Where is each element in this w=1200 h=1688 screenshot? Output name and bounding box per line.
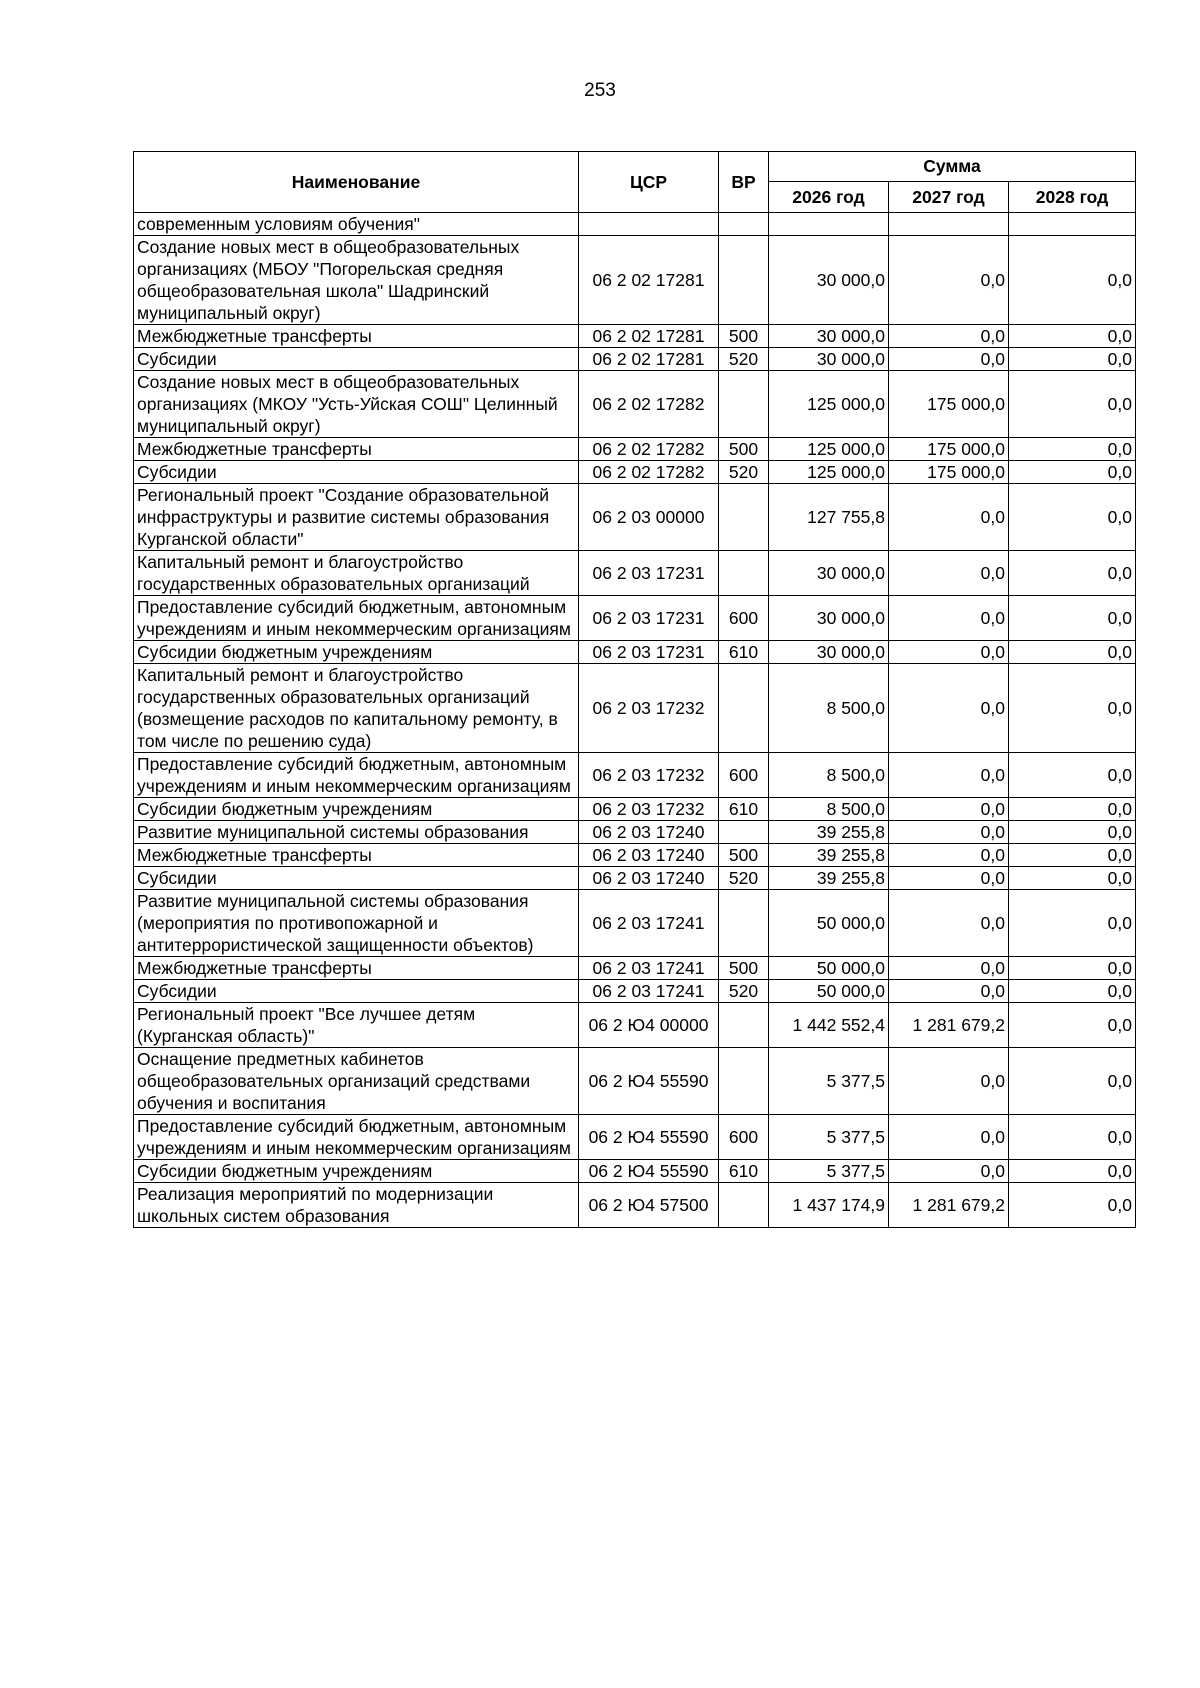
cell-vr (719, 551, 769, 596)
cell-2028: 0,0 (1009, 1048, 1136, 1115)
cell-name: современным условиям обучения" (134, 213, 579, 236)
cell-vr: 600 (719, 753, 769, 798)
table-row (134, 596, 1136, 641)
cell-2026: 1 437 174,9 (769, 1183, 889, 1228)
cell-2026 (769, 213, 889, 236)
table-row (134, 798, 1136, 821)
cell-vr (719, 664, 769, 753)
cell-csr: 06 2 Ю4 55590 (579, 1160, 719, 1183)
cell-2027: 0,0 (889, 484, 1009, 551)
cell-2026: 50 000,0 (769, 980, 889, 1003)
cell-2027: 1 281 679,2 (889, 1003, 1009, 1048)
cell-vr: 500 (719, 957, 769, 980)
cell-csr: 06 2 03 17240 (579, 844, 719, 867)
cell-vr: 610 (719, 798, 769, 821)
cell-2027: 0,0 (889, 980, 1009, 1003)
cell-name: Капитальный ремонт и благоустройство государственных образовательных организаций (134, 551, 579, 596)
table-row (134, 821, 1136, 844)
cell-csr: 06 2 02 17282 (579, 371, 719, 438)
cell-csr: 06 2 02 17282 (579, 461, 719, 484)
cell-2026: 50 000,0 (769, 957, 889, 980)
cell-csr: 06 2 03 17241 (579, 980, 719, 1003)
cell-2028: 0,0 (1009, 753, 1136, 798)
cell-csr: 06 2 Ю4 55590 (579, 1115, 719, 1160)
cell-2027: 0,0 (889, 1160, 1009, 1183)
cell-name: Субсидии (134, 348, 579, 371)
cell-vr: 610 (719, 1160, 769, 1183)
cell-2028: 0,0 (1009, 461, 1136, 484)
budget-table (133, 151, 1136, 1228)
cell-vr: 500 (719, 844, 769, 867)
cell-vr (719, 213, 769, 236)
cell-2026: 39 255,8 (769, 844, 889, 867)
cell-vr (719, 890, 769, 957)
cell-name: Межбюджетные трансферты (134, 957, 579, 980)
header-year-2026: 2026 год (769, 181, 889, 212)
cell-2026: 30 000,0 (769, 641, 889, 664)
cell-2027: 0,0 (889, 1048, 1009, 1115)
cell-name: Предоставление субсидий бюджетным, автономным учреждениям и иным некоммерческим организациям (134, 596, 579, 641)
cell-name: Предоставление субсидий бюджетным, автономным учреждениям и иным некоммерческим организациям (134, 1115, 579, 1160)
cell-2026: 1 442 552,4 (769, 1003, 889, 1048)
cell-2028: 0,0 (1009, 957, 1136, 980)
cell-2026: 50 000,0 (769, 890, 889, 957)
cell-vr: 500 (719, 438, 769, 461)
cell-2026: 30 000,0 (769, 596, 889, 641)
cell-2026: 5 377,5 (769, 1115, 889, 1160)
cell-2027: 175 000,0 (889, 438, 1009, 461)
cell-name: Межбюджетные трансферты (134, 438, 579, 461)
cell-name: Развитие муниципальной системы образования (мероприятия по противопожарной и антитеррористической защищенности объектов) (134, 890, 579, 957)
cell-2026: 5 377,5 (769, 1048, 889, 1115)
header-csr: ЦСР (579, 152, 719, 213)
table-row (134, 890, 1136, 957)
cell-vr (719, 236, 769, 325)
cell-2028: 0,0 (1009, 596, 1136, 641)
cell-name: Развитие муниципальной системы образования (134, 821, 579, 844)
cell-2028: 0,0 (1009, 371, 1136, 438)
table-row (134, 1160, 1136, 1183)
cell-vr: 500 (719, 325, 769, 348)
table-row (134, 484, 1136, 551)
table-row (134, 641, 1136, 664)
cell-2028: 0,0 (1009, 798, 1136, 821)
cell-2026: 8 500,0 (769, 753, 889, 798)
cell-name: Субсидии (134, 980, 579, 1003)
header-vr: ВР (719, 152, 769, 213)
cell-csr: 06 2 02 17281 (579, 348, 719, 371)
cell-2026: 8 500,0 (769, 664, 889, 753)
cell-csr: 06 2 03 17241 (579, 890, 719, 957)
cell-vr: 520 (719, 980, 769, 1003)
cell-csr (579, 213, 719, 236)
cell-2028: 0,0 (1009, 867, 1136, 890)
cell-csr: 06 2 03 17231 (579, 551, 719, 596)
cell-2028: 0,0 (1009, 1160, 1136, 1183)
cell-2028: 0,0 (1009, 551, 1136, 596)
table-row (134, 753, 1136, 798)
table-row (134, 461, 1136, 484)
cell-2027: 1 281 679,2 (889, 1183, 1009, 1228)
cell-2027: 0,0 (889, 957, 1009, 980)
cell-csr: 06 2 03 17232 (579, 798, 719, 821)
cell-2026: 39 255,8 (769, 821, 889, 844)
cell-2028: 0,0 (1009, 348, 1136, 371)
cell-2028: 0,0 (1009, 641, 1136, 664)
table-row (134, 371, 1136, 438)
table-row (134, 213, 1136, 236)
cell-2028: 0,0 (1009, 980, 1136, 1003)
cell-vr (719, 1048, 769, 1115)
table-row (134, 664, 1136, 753)
cell-name: Оснащение предметных кабинетов общеобразовательных организаций средствами обучения и воспитания (134, 1048, 579, 1115)
cell-2028: 0,0 (1009, 844, 1136, 867)
cell-2028: 0,0 (1009, 664, 1136, 753)
cell-csr: 06 2 03 17241 (579, 957, 719, 980)
table-row (134, 348, 1136, 371)
cell-name: Создание новых мест в общеобразовательных организациях (МБОУ "Погорельская средняя общеобразовательная школа" Шадринский муниципальный округ) (134, 236, 579, 325)
cell-2028: 0,0 (1009, 484, 1136, 551)
cell-2026: 125 000,0 (769, 461, 889, 484)
cell-2028: 0,0 (1009, 1183, 1136, 1228)
cell-2027: 175 000,0 (889, 371, 1009, 438)
cell-csr: 06 2 03 17240 (579, 821, 719, 844)
table-row (134, 325, 1136, 348)
header-sum: Сумма (769, 152, 1136, 182)
cell-csr: 06 2 02 17282 (579, 438, 719, 461)
table-row (134, 236, 1136, 325)
table-row (134, 1048, 1136, 1115)
cell-2028 (1009, 213, 1136, 236)
cell-2028: 0,0 (1009, 325, 1136, 348)
cell-csr: 06 2 03 17232 (579, 753, 719, 798)
cell-csr: 06 2 03 17231 (579, 641, 719, 664)
cell-2027: 0,0 (889, 798, 1009, 821)
cell-vr (719, 1003, 769, 1048)
cell-2028: 0,0 (1009, 890, 1136, 957)
cell-2027: 0,0 (889, 325, 1009, 348)
cell-name: Региональный проект "Создание образовательной инфраструктуры и развитие системы образования Курганской области" (134, 484, 579, 551)
cell-2027: 0,0 (889, 664, 1009, 753)
table-row (134, 551, 1136, 596)
cell-vr: 520 (719, 867, 769, 890)
table-body (134, 213, 1136, 1228)
cell-2027: 0,0 (889, 821, 1009, 844)
cell-vr (719, 821, 769, 844)
cell-csr: 06 2 Ю4 00000 (579, 1003, 719, 1048)
cell-2027: 0,0 (889, 753, 1009, 798)
cell-2026: 30 000,0 (769, 236, 889, 325)
table-row (134, 1115, 1136, 1160)
cell-2028: 0,0 (1009, 236, 1136, 325)
cell-vr: 520 (719, 461, 769, 484)
cell-2028: 0,0 (1009, 1003, 1136, 1048)
cell-vr: 600 (719, 1115, 769, 1160)
cell-2026: 30 000,0 (769, 325, 889, 348)
cell-2027: 0,0 (889, 596, 1009, 641)
cell-2026: 8 500,0 (769, 798, 889, 821)
cell-csr: 06 2 03 17240 (579, 867, 719, 890)
cell-name: Субсидии бюджетным учреждениям (134, 1160, 579, 1183)
table-row (134, 1183, 1136, 1228)
cell-name: Субсидии бюджетным учреждениям (134, 641, 579, 664)
cell-csr: 06 2 03 00000 (579, 484, 719, 551)
cell-2027: 0,0 (889, 1115, 1009, 1160)
cell-2027 (889, 213, 1009, 236)
cell-name: Межбюджетные трансферты (134, 325, 579, 348)
cell-name: Капитальный ремонт и благоустройство государственных образовательных организаций (возмещение расходов по капитальному ремонту, в том числе по решению суда) (134, 664, 579, 753)
cell-2027: 0,0 (889, 348, 1009, 371)
cell-2027: 175 000,0 (889, 461, 1009, 484)
cell-2027: 0,0 (889, 641, 1009, 664)
cell-2026: 30 000,0 (769, 348, 889, 371)
page-number: 253 (584, 80, 616, 101)
cell-name: Субсидии (134, 867, 579, 890)
cell-name: Реализация мероприятий по модернизации школьных систем образования (134, 1183, 579, 1228)
cell-csr: 06 2 Ю4 57500 (579, 1183, 719, 1228)
cell-2028: 0,0 (1009, 821, 1136, 844)
cell-vr (719, 1183, 769, 1228)
table-row (134, 980, 1136, 1003)
cell-2028: 0,0 (1009, 1115, 1136, 1160)
cell-vr: 600 (719, 596, 769, 641)
header-name: Наименование (134, 152, 579, 213)
cell-2027: 0,0 (889, 844, 1009, 867)
cell-2027: 0,0 (889, 551, 1009, 596)
cell-vr (719, 484, 769, 551)
table-row (134, 438, 1136, 461)
cell-2028: 0,0 (1009, 438, 1136, 461)
cell-name: Межбюджетные трансферты (134, 844, 579, 867)
cell-2027: 0,0 (889, 890, 1009, 957)
cell-name: Создание новых мест в общеобразовательных организациях (МКОУ "Усть-Уйская СОШ" Целинный муниципальный округ) (134, 371, 579, 438)
cell-2027: 0,0 (889, 867, 1009, 890)
table-row (134, 957, 1136, 980)
header-year-2027: 2027 год (889, 181, 1009, 212)
cell-csr: 06 2 03 17232 (579, 664, 719, 753)
cell-2026: 125 000,0 (769, 438, 889, 461)
cell-csr: 06 2 02 17281 (579, 325, 719, 348)
cell-2026: 5 377,5 (769, 1160, 889, 1183)
cell-2026: 125 000,0 (769, 371, 889, 438)
cell-csr: 06 2 Ю4 55590 (579, 1048, 719, 1115)
header-year-2028: 2028 год (1009, 181, 1136, 212)
cell-2026: 30 000,0 (769, 551, 889, 596)
table-row (134, 1003, 1136, 1048)
table-row (134, 867, 1136, 890)
table-row (134, 844, 1136, 867)
cell-name: Предоставление субсидий бюджетным, автономным учреждениям и иным некоммерческим организациям (134, 753, 579, 798)
table-header (134, 152, 1136, 213)
cell-2026: 39 255,8 (769, 867, 889, 890)
cell-vr: 610 (719, 641, 769, 664)
cell-name: Субсидии (134, 461, 579, 484)
cell-2026: 127 755,8 (769, 484, 889, 551)
cell-vr: 520 (719, 348, 769, 371)
cell-2027: 0,0 (889, 236, 1009, 325)
cell-vr (719, 371, 769, 438)
cell-csr: 06 2 03 17231 (579, 596, 719, 641)
cell-name: Субсидии бюджетным учреждениям (134, 798, 579, 821)
cell-name: Региональный проект "Все лучшее детям (Курганская область)" (134, 1003, 579, 1048)
cell-csr: 06 2 02 17281 (579, 236, 719, 325)
